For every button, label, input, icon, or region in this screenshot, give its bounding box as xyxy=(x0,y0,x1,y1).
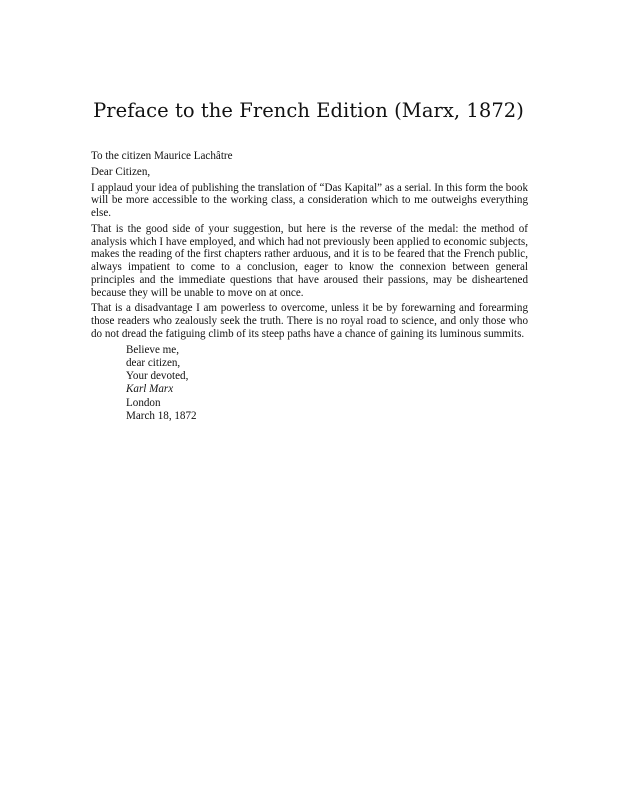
paragraph-1: I applaud your idea of publishing the translation of “Das Kapital” as a serial. In this form the book will be more accessible to the working class, a consideration which to me outweighs everything else. xyxy=(91,181,528,220)
signature: Karl Marx xyxy=(126,383,174,396)
closing-line-3: Your devoted, xyxy=(126,370,189,383)
page-title: Preface to the French Edition (Marx, 1872) xyxy=(93,99,524,122)
paragraph-2: That is the good side of your suggestion, but here is the reverse of the medal: the method of analysis which I have employed, and which had not previously been applied to economic subjects, makes the reading of the first chapters rather arduous, and it is to be feared that the French public, always impatient to come to a conclusion, eager to know the connexion between general principles and the immediate questions that have aroused their passions, may be disheartened because they will be unable to move on at once. xyxy=(91,223,528,299)
closing-line-2: dear citizen, xyxy=(126,356,181,369)
salutation-line: Dear Citizen, xyxy=(91,165,151,178)
letter-body xyxy=(91,150,528,423)
addressee-line: To the citizen Maurice Lachâtre xyxy=(91,150,233,162)
closing-line-1: Believe me, xyxy=(126,343,179,356)
letter-closing xyxy=(126,344,528,423)
date: March 18, 1872 xyxy=(126,409,197,422)
place: London xyxy=(126,396,161,409)
paragraph-3: That is a disadvantage I am powerless to overcome, unless it be by forewarning and forearming those readers who zealously seek the truth. There is no royal road to science, and only those who do not dread the fatiguing climb of its steep paths have a chance of gaining its luminous summits. xyxy=(91,302,528,340)
